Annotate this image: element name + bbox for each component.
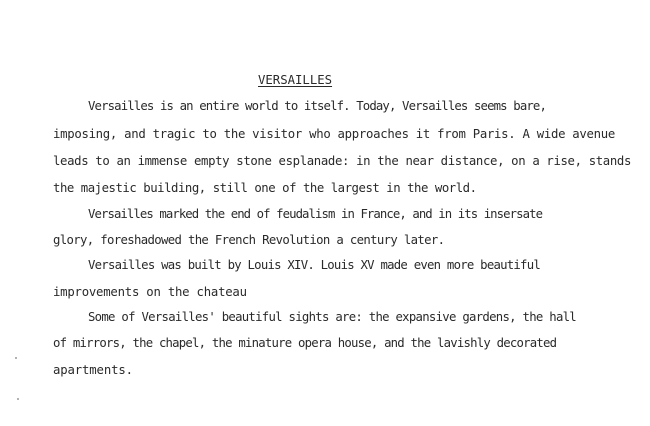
text-line-1: Versailles is an entire world to itself. Today, Versailles seems bare, [88,99,546,113]
text-line-3: leads to an immense empty stone esplanade: in the near distance, on a rise, stands [53,154,631,168]
text-line-7: Versailles was built by Louis XIV. Louis XV made even more beautiful [88,258,540,272]
text-line-6: glory, foreshadowed the French Revolution a century later. [53,233,445,247]
text-line-11: apartments. [53,363,133,377]
scan-speck [15,357,17,359]
text-line-9: Some of Versailles' beautiful sights are: the expansive gardens, the hall [88,310,576,324]
text-line-5: Versailles marked the end of feudalism in France, and in its insersate [88,207,543,221]
text-line-8: improvements on the chateau [53,285,247,299]
scan-speck [17,398,19,400]
text-line-10: of mirrors, the chapel, the minature opera house, and the lavishly decorated [53,336,557,350]
text-line-4: the majestic building, still one of the largest in the world. [53,181,477,195]
document-title: VERSAILLES [258,73,333,87]
text-line-2: imposing, and tragic to the visitor who approaches it from Paris. A wide avenue [53,127,615,141]
